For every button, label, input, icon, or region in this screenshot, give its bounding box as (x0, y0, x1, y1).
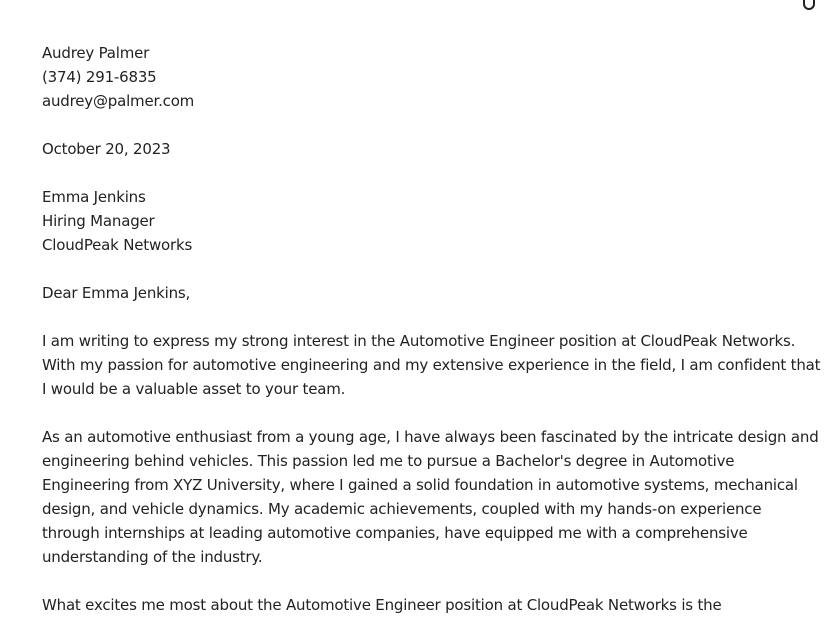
letter-date: October 20, 2023 (42, 140, 171, 158)
paragraph-line: understanding of the industry. (42, 548, 263, 566)
recipient-block (42, 185, 802, 257)
salutation-block (42, 281, 802, 305)
recipient-title: Hiring Manager (42, 212, 155, 230)
paragraph-line: I would be a valuable asset to your team. (42, 380, 346, 398)
paragraph-line: What excites me most about the Automotive Engineer position at CloudPeak Networks is the (42, 596, 722, 614)
paragraph-line: Engineering from XYZ University, where I gained a solid foundation in automotive systems, mechanical (42, 476, 798, 494)
paragraph-line: engineering behind vehicles. This passion led me to pursue a Bachelor's degree in Automotive (42, 452, 735, 470)
attachment-icon[interactable] (802, 0, 816, 12)
sender-name: Audrey Palmer (42, 44, 150, 62)
paragraph-background (42, 425, 819, 569)
paragraph-line: I am writing to express my strong interest in the Automotive Engineer position at CloudPeak Networks. (42, 332, 796, 350)
paragraph-motivation (42, 593, 802, 617)
date-block (42, 137, 802, 161)
recipient-name: Emma Jenkins (42, 188, 146, 206)
paragraph-line: As an automotive enthusiast from a young age, I have always been fascinated by the intricate design and (42, 428, 819, 446)
sender-block (42, 41, 802, 113)
paragraph-line: through internships at leading automotive companies, have equipped me with a comprehensive (42, 524, 748, 542)
paragraph-line: design, and vehicle dynamics. My academic achievements, coupled with my hands-on experience (42, 500, 762, 518)
sender-email: audrey@palmer.com (42, 92, 195, 110)
sender-phone: (374) 291-6835 (42, 68, 157, 86)
salutation: Dear Emma Jenkins, (42, 284, 191, 302)
recipient-company: CloudPeak Networks (42, 236, 193, 254)
paragraph-line: With my passion for automotive engineering and my extensive experience in the field, I am confident that (42, 356, 821, 374)
paragraph-intro (42, 329, 821, 401)
cover-letter (42, 41, 821, 641)
